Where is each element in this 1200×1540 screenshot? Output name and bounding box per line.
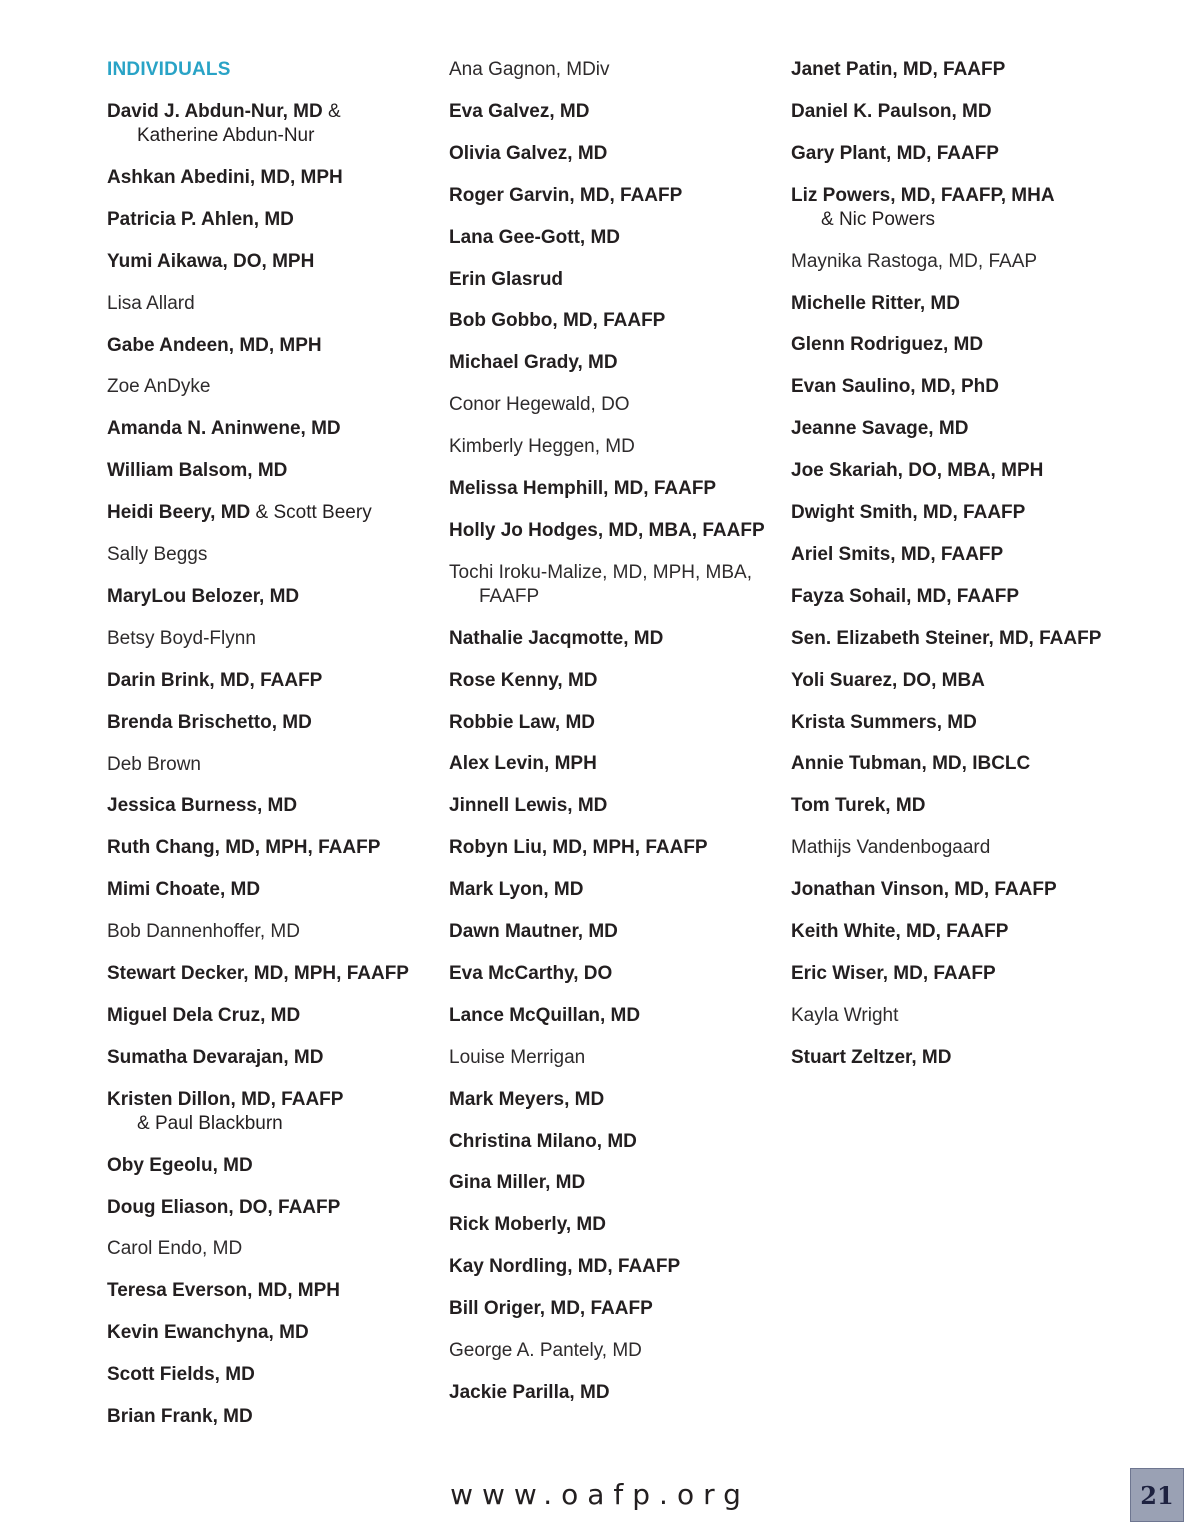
name-entry	[791, 417, 968, 441]
name-bold: Teresa Everson, MD, MPH	[107, 1280, 341, 1302]
name-entry	[791, 585, 1019, 609]
name-entry	[449, 627, 663, 651]
page-number: 21	[1140, 1480, 1174, 1510]
name-entry	[791, 333, 983, 357]
name-bold: Kristen Dillon, MD, FAAFP	[107, 1088, 344, 1110]
name-bold: Tom Turek, MD	[791, 795, 926, 817]
name-entry	[791, 375, 999, 399]
footer-url: www.oafp.org	[450, 1478, 750, 1511]
name-entry	[449, 1004, 640, 1028]
name-entry	[791, 752, 1030, 776]
name-bold: Jinnell Lewis, MD	[449, 795, 608, 817]
name-bold: Alex Levin, MPH	[449, 753, 597, 775]
name-entry	[449, 1046, 585, 1070]
name-bold: Jackie Parilla, MD	[449, 1381, 610, 1403]
name-regular: Kimberly Heggen, MD	[449, 436, 635, 458]
name-regular: Maynika Rastoga, MD, FAAP	[791, 250, 1038, 272]
name-entry	[107, 417, 341, 441]
name-entry	[449, 836, 708, 860]
name-bold: Annie Tubman, MD, IBCLC	[791, 753, 1031, 775]
name-regular: Kayla Wright	[791, 1004, 899, 1026]
name-bold: Olivia Galvez, MD	[449, 142, 608, 164]
name-bold: Nathalie Jacqmotte, MD	[449, 627, 664, 649]
name-bold: Janet Patin, MD, FAAFP	[791, 59, 1006, 80]
name-entry	[449, 393, 630, 417]
name-entry	[791, 501, 1025, 525]
name-bold: Roger Garvin, MD, FAAFP	[449, 184, 683, 206]
name-entry	[449, 309, 665, 333]
name-regular: & Scott Beery	[250, 502, 372, 524]
name-entry	[449, 794, 607, 818]
name-entry	[107, 292, 195, 316]
name-bold: Patricia P. Ahlen, MD	[107, 208, 294, 230]
name-entry	[791, 250, 1037, 274]
name-entry	[449, 477, 716, 501]
name-bold: Glenn Rodriguez, MD	[791, 334, 984, 356]
name-bold: Evan Saulino, MD, PhD	[791, 376, 999, 398]
name-regular: Carol Endo, MD	[107, 1238, 243, 1260]
name-entry	[107, 794, 297, 818]
name-bold: Joe Skariah, DO, MBA, MPH	[791, 460, 1044, 482]
name-entry	[107, 1321, 309, 1345]
name-regular: George A. Pantely, MD	[449, 1340, 642, 1361]
name-regular: Conor Hegewald, DO	[449, 394, 630, 416]
name-entry	[791, 100, 992, 124]
name-entry	[791, 920, 1008, 944]
name-entry	[791, 711, 977, 735]
name-entry	[107, 585, 299, 609]
name-bold: Mark Lyon, MD	[449, 879, 584, 901]
name-bold: Daniel K. Paulson, MD	[791, 100, 992, 122]
name-regular: Tochi Iroku-Malize, MD, MPH, MBA,	[449, 561, 752, 583]
name-entry	[107, 962, 409, 986]
name-continuation: & Nic Powers	[821, 208, 936, 230]
section-heading: INDIVIDUALS	[107, 59, 231, 80]
name-entry	[449, 519, 765, 543]
name-bold: Amanda N. Aninwene, MD	[107, 418, 341, 440]
name-entry	[449, 1130, 637, 1154]
name-entry	[449, 1213, 606, 1237]
name-entry	[107, 501, 372, 525]
name-bold: Brenda Brischetto, MD	[107, 711, 312, 733]
name-bold: Jonathan Vinson, MD, FAAFP	[791, 879, 1057, 901]
name-regular: Louise Merrigan	[449, 1046, 586, 1068]
name-continuation: Katherine Abdun-Nur	[137, 125, 315, 146]
name-regular: Ana Gagnon, MDiv	[449, 59, 610, 80]
name-entry	[107, 459, 287, 483]
name-entry	[791, 878, 1057, 902]
name-bold: Michael Grady, MD	[449, 352, 618, 374]
name-entry	[449, 1339, 642, 1363]
name-bold: Eva Galvez, MD	[449, 100, 590, 122]
name-bold: Mark Meyers, MD	[449, 1088, 605, 1110]
name-bold: Lance McQuillan, MD	[449, 1004, 641, 1026]
name-regular: Bob Dannenhoffer, MD	[107, 921, 300, 943]
name-entry	[791, 627, 1101, 651]
name-bold: Kay Nordling, MD, FAAFP	[449, 1256, 681, 1278]
name-entry	[791, 184, 1055, 232]
name-bold: Gina Miller, MD	[449, 1172, 586, 1194]
name-bold: Fayza Sohail, MD, FAAFP	[791, 585, 1020, 607]
name-bold: Michelle Ritter, MD	[791, 292, 960, 314]
name-bold: Doug Eliason, DO, FAAFP	[107, 1196, 341, 1218]
name-entry	[107, 920, 300, 944]
name-regular: Betsy Boyd-Flynn	[107, 627, 256, 649]
name-bold: Brian Frank, MD	[107, 1406, 253, 1427]
name-bold: Bill Origer, MD, FAAFP	[449, 1298, 653, 1320]
name-entry	[791, 962, 996, 986]
name-bold: William Balsom, MD	[107, 460, 288, 482]
name-bold: Liz Powers, MD, FAAFP, MHA	[791, 184, 1055, 206]
name-bold: Rick Moberly, MD	[449, 1214, 606, 1236]
name-entry	[107, 1046, 323, 1070]
name-entry	[449, 435, 635, 459]
name-bold: Heidi Beery, MD	[107, 502, 251, 524]
name-entry	[107, 1088, 343, 1136]
name-bold: Robyn Liu, MD, MPH, FAAFP	[449, 837, 708, 859]
name-bold: Yumi Aikawa, DO, MPH	[107, 250, 315, 272]
name-entry	[791, 836, 990, 860]
name-entry	[449, 711, 595, 735]
name-bold: Eric Wiser, MD, FAAFP	[791, 962, 996, 984]
name-entry	[449, 100, 589, 124]
name-entry	[449, 561, 752, 609]
name-continuation: & Paul Blackburn	[137, 1112, 283, 1134]
name-entry	[791, 292, 960, 316]
name-bold: Eva McCarthy, DO	[449, 962, 613, 984]
name-entry	[107, 669, 322, 693]
name-entry	[449, 1088, 604, 1112]
name-entry	[449, 1255, 680, 1279]
name-entry	[107, 627, 256, 651]
name-entry	[449, 752, 597, 776]
name-entry	[107, 1279, 340, 1303]
name-entry	[107, 250, 314, 274]
name-entry	[449, 1171, 585, 1195]
name-bold: Darin Brink, MD, FAAFP	[107, 669, 323, 691]
name-entry	[107, 543, 207, 567]
name-entry	[449, 1381, 610, 1405]
name-entry	[791, 58, 1005, 82]
name-entry	[791, 794, 925, 818]
name-entry	[107, 208, 294, 232]
name-entry	[107, 711, 312, 735]
name-regular: Deb Brown	[107, 753, 201, 775]
name-entry	[107, 1405, 253, 1429]
name-entry	[449, 142, 607, 166]
name-bold: Kevin Ewanchyna, MD	[107, 1322, 309, 1344]
name-entry	[449, 268, 563, 292]
name-bold: Robbie Law, MD	[449, 711, 596, 733]
name-bold: Miguel Dela Cruz, MD	[107, 1004, 301, 1026]
name-bold: Keith White, MD, FAAFP	[791, 921, 1009, 942]
name-bold: MaryLou Belozer, MD	[107, 585, 300, 607]
name-entry	[791, 1004, 898, 1028]
name-bold: Sen. Elizabeth Steiner, MD, FAAFP	[791, 627, 1102, 649]
name-bold: Melissa Hemphill, MD, FAAFP	[449, 478, 717, 499]
name-bold: Gary Plant, MD, FAAFP	[791, 142, 999, 164]
name-entry	[449, 226, 620, 250]
name-bold: Lana Gee-Gott, MD	[449, 226, 621, 248]
name-entry	[791, 1046, 951, 1070]
name-bold: Jessica Burness, MD	[107, 795, 298, 817]
name-bold: Yoli Suarez, DO, MBA	[791, 669, 985, 691]
name-entry	[107, 1154, 253, 1178]
name-entry	[449, 878, 583, 902]
name-bold: Dwight Smith, MD, FAAFP	[791, 502, 1026, 523]
name-entry	[107, 1196, 340, 1220]
page-number-box	[1130, 1468, 1184, 1522]
name-entry	[107, 836, 380, 860]
name-entry	[107, 100, 341, 148]
name-bold: Oby Egeolu, MD	[107, 1154, 253, 1176]
name-entry	[449, 669, 598, 693]
name-bold: Bob Gobbo, MD, FAAFP	[449, 310, 666, 332]
name-bold: Holly Jo Hodges, MD, MBA, FAAFP	[449, 519, 765, 541]
name-regular: Sally Beggs	[107, 544, 208, 565]
name-entry	[107, 1363, 255, 1387]
name-entry	[449, 962, 612, 986]
name-bold: Erin Glasrud	[449, 268, 564, 290]
name-entry	[791, 142, 999, 166]
name-regular: &	[322, 101, 341, 122]
name-bold: Ashkan Abedini, MD, MPH	[107, 166, 343, 188]
name-entry	[449, 184, 682, 208]
name-entry	[791, 459, 1043, 483]
name-entry	[449, 1297, 653, 1321]
name-entry	[449, 58, 610, 82]
name-entry	[107, 166, 343, 190]
name-bold: Rose Kenny, MD	[449, 669, 598, 691]
name-bold: Krista Summers, MD	[791, 711, 977, 733]
name-entry	[107, 375, 211, 399]
name-bold: Mimi Choate, MD	[107, 879, 261, 901]
name-bold: Ruth Chang, MD, MPH, FAAFP	[107, 837, 381, 859]
name-entry	[107, 753, 201, 777]
name-regular: Zoe AnDyke	[107, 376, 211, 398]
name-continuation: FAAFP	[479, 585, 540, 607]
name-entry	[791, 669, 985, 693]
name-bold: Christina Milano, MD	[449, 1130, 637, 1152]
name-bold: Scott Fields, MD	[107, 1364, 255, 1386]
name-regular: Mathijs Vandenbogaard	[791, 837, 991, 859]
name-entry	[107, 334, 322, 358]
name-entry	[107, 1004, 300, 1028]
name-entry	[107, 1237, 242, 1261]
name-bold: David J. Abdun-Nur, MD	[107, 101, 323, 122]
name-entry	[449, 351, 618, 375]
name-bold: Ariel Smits, MD, FAAFP	[791, 543, 1004, 565]
name-bold: Sumatha Devarajan, MD	[107, 1046, 324, 1068]
name-bold: Dawn Mautner, MD	[449, 921, 618, 942]
name-entry	[449, 920, 618, 944]
name-bold: Gabe Andeen, MD, MPH	[107, 334, 322, 356]
name-bold: Jeanne Savage, MD	[791, 418, 969, 440]
name-entry	[107, 878, 260, 902]
name-regular: Lisa Allard	[107, 292, 195, 314]
name-bold: Stuart Zeltzer, MD	[791, 1046, 952, 1068]
name-bold: Stewart Decker, MD, MPH, FAAFP	[107, 963, 409, 984]
name-entry	[791, 543, 1003, 567]
